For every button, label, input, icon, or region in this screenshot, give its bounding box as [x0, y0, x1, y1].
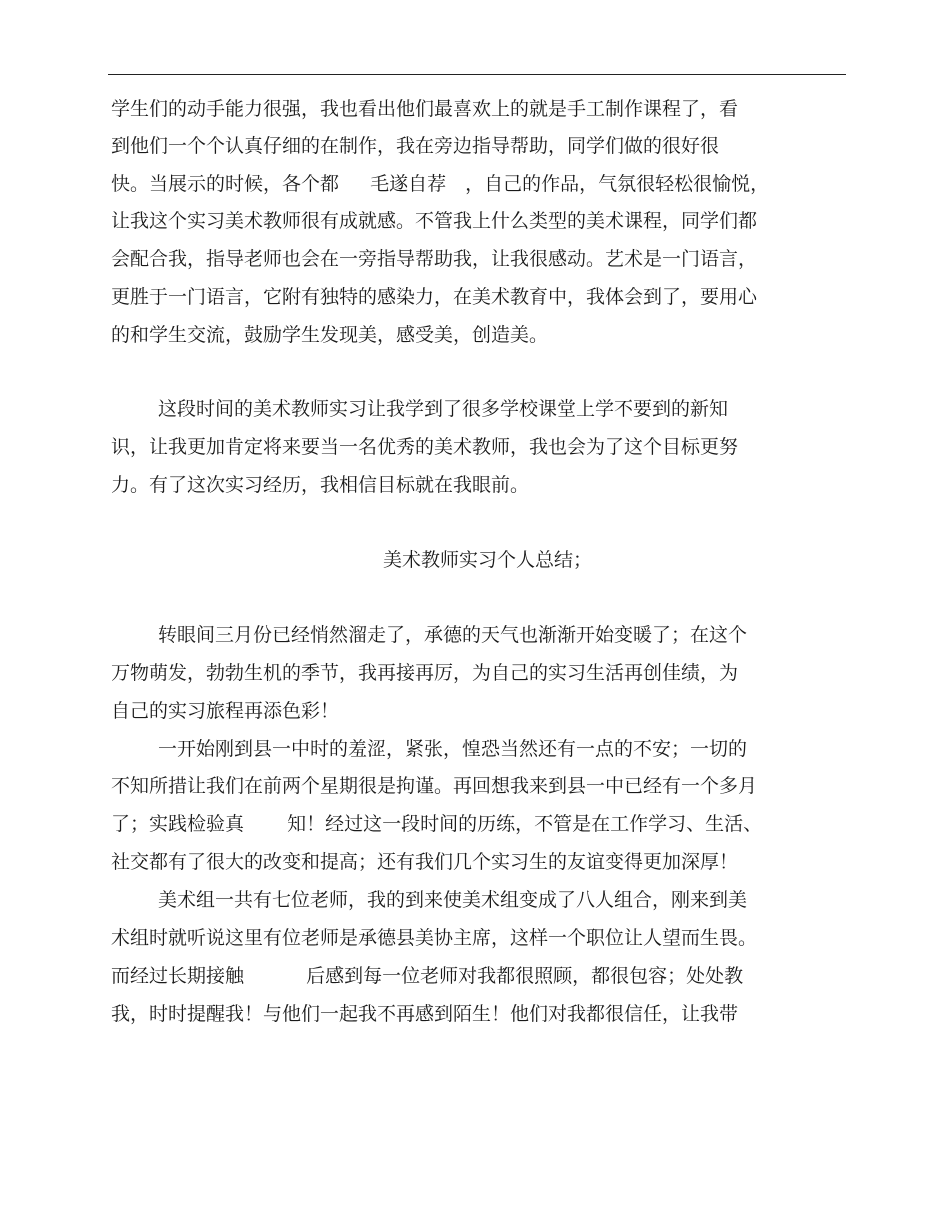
text-line: 不知所措让我们在前两个星期很是拘谨。再回想我来到县一中已经有一个多月	[111, 775, 758, 797]
text-line: 社交都有了很大的改变和提高；还有我们几个实习生的友谊变得更加深厚！	[111, 851, 739, 873]
text-line: 让我这个实习美术教师很有成就感。不管我上什么类型的美术课程，同学们都	[111, 210, 758, 232]
text-line: 美术组一共有七位老师，我的到来使美术组变成了八人组合，刚来到美	[158, 889, 748, 911]
text-line: 到他们一个个认真仔细的在制作，我在旁边指导帮助，同学们做的很好很	[111, 135, 720, 157]
text-line: 力。有了这次实习经历，我相信目标就在我眼前。	[111, 474, 530, 496]
header-rule	[108, 74, 846, 75]
text-line: 万物萌发，勃勃生机的季节，我再接再厉，为自己的实习生活再创佳绩，为	[111, 662, 739, 684]
text-line: 会配合我，指导老师也会在一旁指导帮助我，让我很感动。艺术是一门语言，	[111, 248, 758, 270]
text-line: 快。当展示的时候，各个都 毛遂自荐 ，自己的作品，气氛很轻松很愉悦，	[111, 173, 770, 195]
text-line: 术组时就听说这里有位老师是承德县美协主席，这样一个职位让人望而生畏。	[111, 927, 758, 949]
text-line: 更胜于一门语言，它附有独特的感染力，在美术教育中，我体会到了，要用心	[111, 286, 758, 308]
text-line: 一开始刚到县一中时的羞涩，紧张，惶恐当然还有一点的不安；一切的	[158, 738, 748, 760]
section-heading: 美术教师实习个人总结；	[383, 549, 593, 571]
text-line: 这段时间的美术教师实习让我学到了很多学校课堂上学不要到的新知	[158, 398, 729, 420]
text-line: 的和学生交流，鼓励学生发现美，感受美，创造美。	[111, 324, 549, 346]
text-line: 学生们的动手能力很强，我也看出他们最喜欢上的就是手工制作课程了，看	[111, 98, 739, 120]
text-line: 了；实践检验真 知！经过这一段时间的历练，不管是在工作学习、生活、	[111, 813, 763, 835]
text-line: 而经过长期接触 后感到每一位老师对我都很照顾，都很包容；处处教	[111, 965, 744, 987]
text-line: 识，让我更加肯定将来要当一名优秀的美术教师，我也会为了这个目标更努	[111, 436, 739, 458]
text-line: 我，时时提醒我！与他们一起我不再感到陌生！他们对我都很信任，让我带	[111, 1003, 739, 1025]
text-line: 自己的实习旅程再添色彩！	[111, 700, 340, 722]
text-line: 转眼间三月份已经悄然溜走了，承德的天气也渐渐开始变暖了；在这个	[158, 624, 748, 646]
